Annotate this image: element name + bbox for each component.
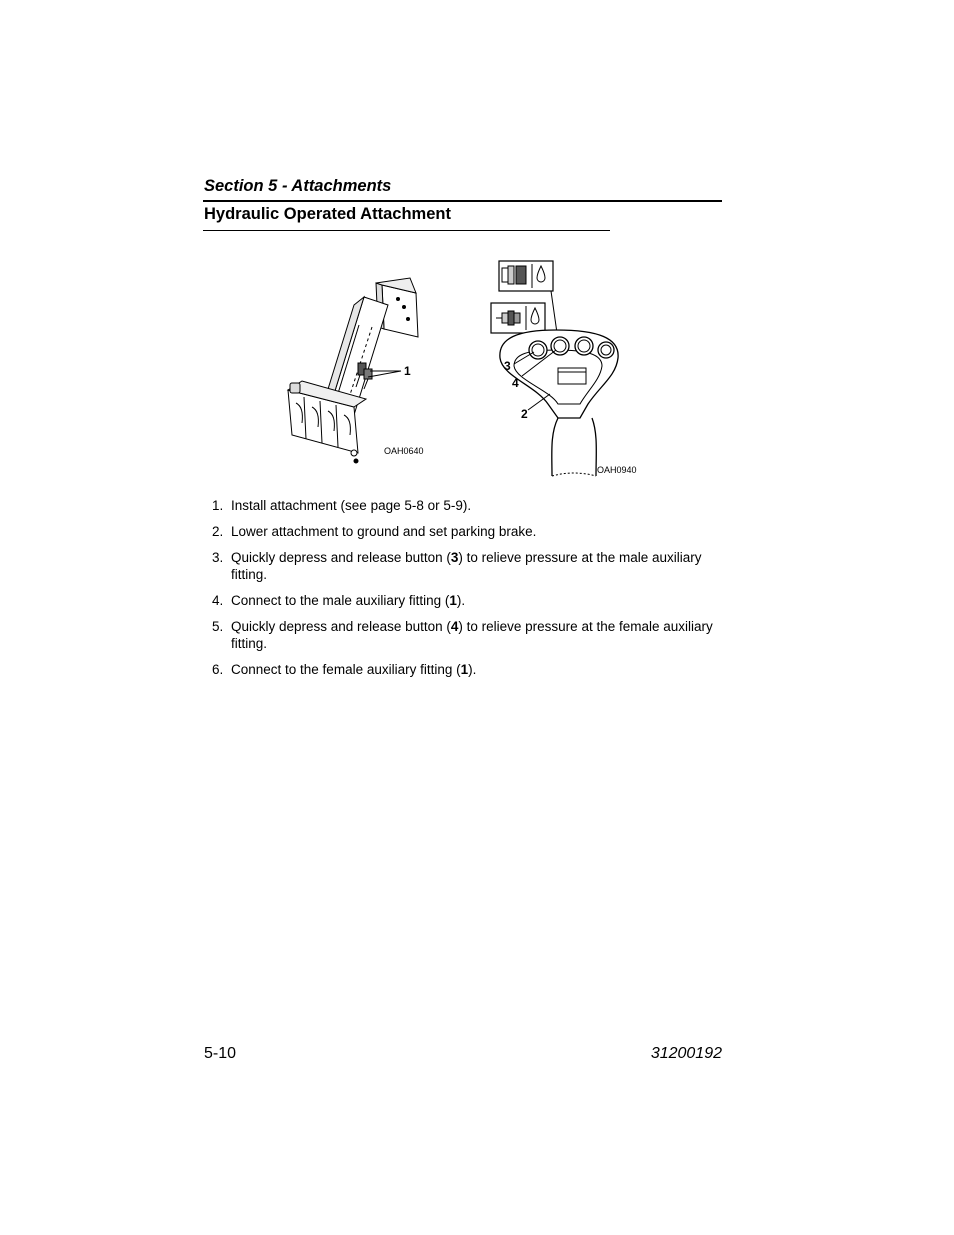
step-ref: 3	[450, 550, 459, 565]
subsection-title: Hydraulic Operated Attachment	[204, 205, 451, 223]
callout-2: 2	[521, 407, 528, 421]
callout-1: 1	[404, 364, 411, 378]
step-text-end: ).	[468, 662, 477, 677]
step-item	[204, 592, 724, 609]
step-number: 2.	[212, 524, 224, 539]
section-rule	[203, 200, 722, 202]
step-ref: 4	[450, 619, 459, 634]
procedure-steps	[204, 497, 724, 687]
section-title: Section 5 - Attachments	[204, 177, 392, 195]
step-item	[204, 523, 724, 540]
step-number: 4.	[212, 593, 224, 608]
step-ref: 1	[449, 593, 457, 608]
callout-3: 3	[504, 359, 511, 373]
figure-code-right: OAH0940	[597, 465, 637, 475]
step-number: 5.	[212, 619, 224, 634]
step-text: Quickly depress and release button (	[231, 550, 451, 565]
step-item	[204, 618, 724, 652]
step-text: Connect to the female auxiliary fitting (	[231, 662, 461, 677]
step-text-end: ) to relieve pressure at the male auxiliary fitting.	[231, 550, 702, 582]
attachment-carriage-figure	[284, 275, 434, 470]
step-text-end: ).	[456, 593, 466, 608]
step-text: Install attachment (see page 5-8 or 5-9).	[231, 498, 472, 513]
step-ref: 1	[460, 662, 469, 677]
callout-4: 4	[512, 376, 519, 390]
step-text: Lower attachment to ground and set parking brake.	[231, 524, 537, 539]
step-item	[204, 497, 724, 514]
figure-code-left: OAH0640	[384, 446, 424, 456]
step-number: 3.	[212, 550, 224, 565]
step-text: Connect to the male auxiliary fitting (	[231, 593, 450, 608]
subsection-rule	[203, 230, 610, 231]
step-item	[204, 661, 724, 678]
step-number: 6.	[212, 662, 224, 677]
page-number: 5-10	[204, 1045, 237, 1062]
step-text: Quickly depress and release button (	[231, 619, 451, 634]
document-number: 31200192	[650, 1045, 722, 1062]
attachment-carriage-illustration	[284, 275, 434, 470]
step-item	[204, 549, 724, 583]
step-number: 1.	[212, 498, 224, 513]
step-text-end: ) to relieve pressure at the female auxiliary fitting.	[231, 619, 713, 651]
